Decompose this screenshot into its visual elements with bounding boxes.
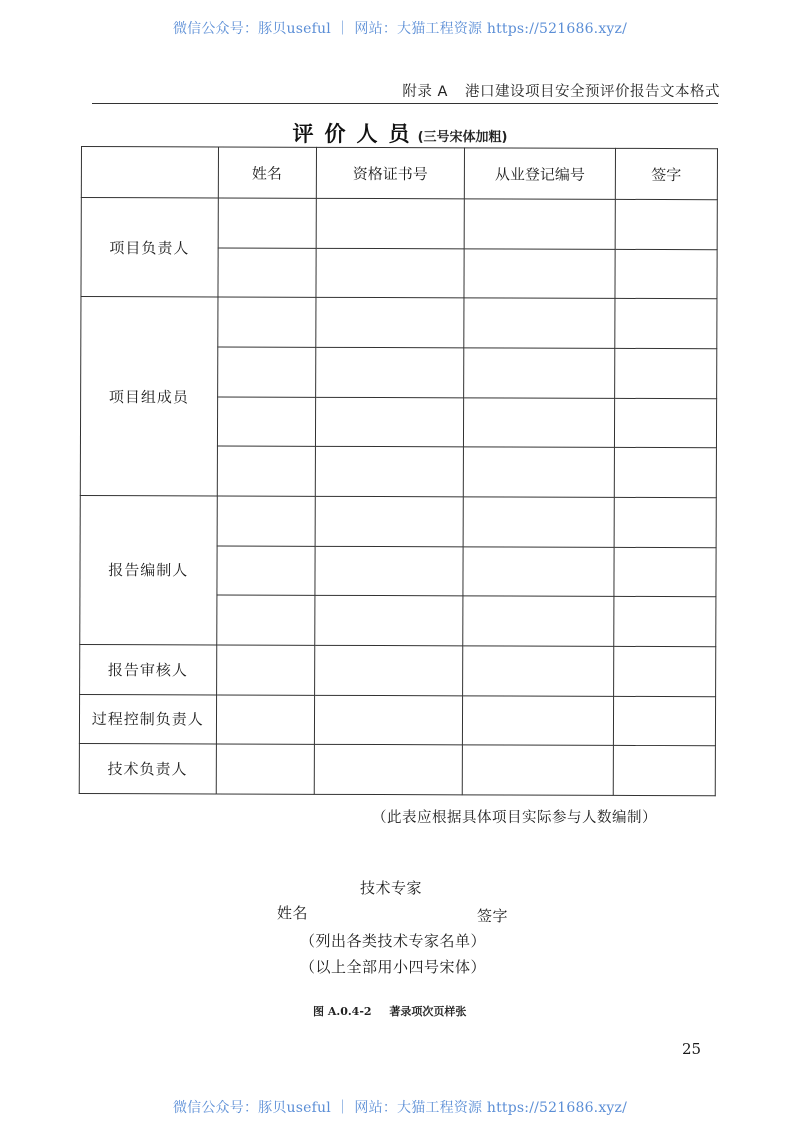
table-row [79, 744, 715, 796]
running-header-title: 港口建设项目安全预评价报告文本格式 [465, 84, 720, 100]
cell-signature[interactable] [615, 249, 717, 299]
header-rule [92, 103, 718, 104]
cell-certificate[interactable] [315, 347, 464, 397]
cell-name[interactable] [216, 645, 314, 695]
cell-certificate[interactable] [315, 298, 464, 348]
cell-signature[interactable] [613, 696, 715, 746]
experts-font-note: （以上全部用小四号宋体） [300, 958, 487, 976]
header-certificate-no: 资格证书号 [316, 147, 465, 199]
experts-signature-label: 签字 [477, 907, 509, 925]
cell-name[interactable] [217, 397, 315, 447]
watermark-bottom: 微信公众号：豚贝useful ｜ 网站：大猫工程资源 https://521686.xyz/ [172, 1100, 628, 1116]
role-project-member: 项目组成员 [80, 297, 217, 496]
cell-certificate[interactable] [315, 397, 464, 447]
cell-registration[interactable] [464, 298, 615, 348]
cell-certificate[interactable] [316, 248, 465, 298]
running-header [402, 80, 720, 101]
header-name: 姓名 [218, 147, 316, 198]
page-number: 25 [682, 1040, 702, 1058]
cell-registration[interactable] [464, 348, 615, 398]
role-process-control-leader: 过程控制负责人 [79, 694, 216, 744]
cell-certificate[interactable] [315, 447, 464, 497]
section-title [0, 118, 800, 148]
table-row [80, 495, 716, 547]
cell-certificate[interactable] [314, 745, 463, 795]
cell-name[interactable] [217, 248, 315, 298]
role-technical-leader: 技术负责人 [79, 744, 216, 794]
table-row [81, 297, 717, 349]
cell-certificate[interactable] [315, 546, 464, 596]
cell-signature[interactable] [613, 646, 715, 696]
cell-name[interactable] [216, 744, 314, 794]
table-row [80, 644, 716, 696]
experts-name-label: 姓名 [277, 904, 309, 922]
cell-registration[interactable] [463, 596, 614, 646]
cell-registration[interactable] [463, 646, 614, 696]
table-footnote: （此表应根据具体项目实际参与人数编制） [372, 810, 657, 826]
table-row [79, 694, 715, 746]
cell-certificate[interactable] [314, 596, 463, 646]
cell-certificate[interactable] [314, 645, 463, 695]
table-header-row [81, 147, 717, 200]
cell-name[interactable] [217, 446, 315, 496]
cell-signature[interactable] [613, 746, 715, 796]
cell-signature[interactable] [615, 199, 717, 249]
header-signature: 签字 [615, 148, 717, 199]
watermark-top: 微信公众号：豚贝useful ｜ 网站：大猫工程资源 https://521686.xyz/ [172, 21, 628, 37]
section-title-main: 评价人员 [292, 122, 421, 146]
header-registration-no: 从业登记编号 [465, 148, 616, 200]
cell-registration[interactable] [464, 397, 615, 447]
cell-certificate[interactable] [315, 496, 464, 546]
cell-registration[interactable] [463, 546, 614, 596]
appendix-label: 附录 A [402, 84, 448, 100]
cell-signature[interactable] [614, 448, 716, 498]
figure-id: 图 A.0.4-2 [313, 1005, 372, 1018]
role-report-reviewer: 报告审核人 [80, 644, 217, 694]
cell-signature[interactable] [614, 398, 716, 448]
cell-signature[interactable] [614, 348, 716, 398]
figure-caption-text: 著录项次页样张 [389, 1005, 467, 1018]
cell-registration[interactable] [464, 248, 615, 298]
cell-registration[interactable] [462, 745, 613, 795]
experts-list-note: （列出各类技术专家名单） [300, 932, 487, 950]
section-title-note: (三号宋体加粗) [417, 130, 508, 145]
cell-signature[interactable] [614, 597, 716, 647]
cell-certificate[interactable] [316, 198, 465, 248]
cell-certificate[interactable] [314, 695, 463, 745]
cell-name[interactable] [216, 695, 314, 745]
cell-signature[interactable] [615, 299, 717, 349]
cell-registration[interactable] [464, 199, 615, 249]
header-blank [81, 147, 218, 198]
cell-name[interactable] [217, 496, 315, 546]
cell-registration[interactable] [463, 497, 614, 547]
figure-caption [313, 1003, 466, 1019]
table-row [81, 198, 717, 250]
cell-name[interactable] [218, 198, 316, 248]
role-report-compiler: 报告编制人 [80, 495, 217, 644]
cell-name[interactable] [216, 595, 314, 645]
cell-name[interactable] [217, 347, 315, 397]
cell-registration[interactable] [463, 447, 614, 497]
experts-heading: 技术专家 [360, 879, 423, 897]
cell-registration[interactable] [463, 695, 614, 745]
role-project-leader: 项目负责人 [81, 198, 218, 298]
personnel-table [79, 146, 718, 796]
cell-signature[interactable] [614, 547, 716, 597]
cell-name[interactable] [217, 297, 315, 347]
cell-name[interactable] [216, 546, 314, 596]
cell-signature[interactable] [614, 497, 716, 547]
